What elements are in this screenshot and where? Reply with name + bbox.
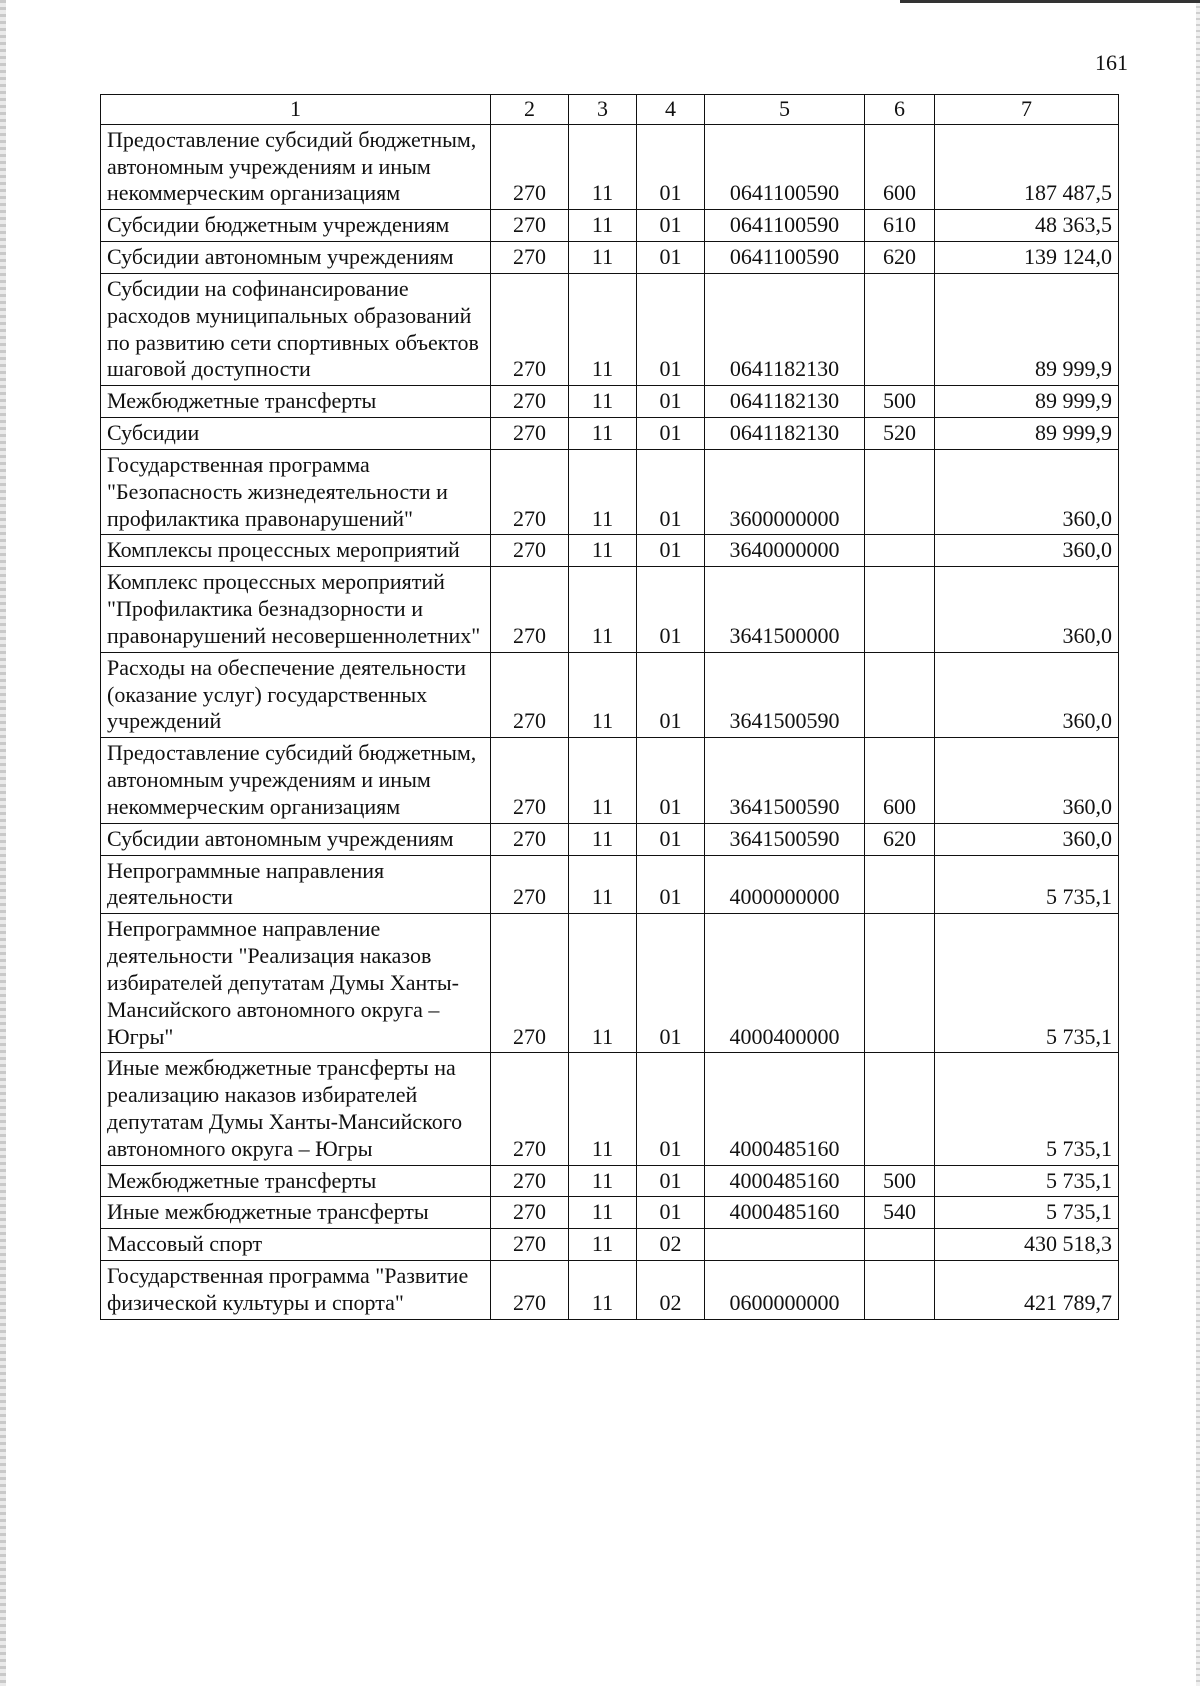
- table-row: [101, 273, 1119, 385]
- cell-expense-type: 500: [865, 1165, 935, 1197]
- row-name: Непрограммное направление деятельности "Реализация наказов избирателей депутатам Думы Ханты-Мансийского автономного округа – Югры": [101, 914, 491, 1053]
- cell-section: 11: [569, 210, 637, 242]
- cell-expense-type: [865, 449, 935, 534]
- table-row: [101, 652, 1119, 737]
- cell-target-article: 4000485160: [705, 1197, 865, 1229]
- row-name: Субсидии: [101, 418, 491, 450]
- cell-expense-type: [865, 652, 935, 737]
- cell-subsection: 01: [637, 652, 705, 737]
- cell-section: 11: [569, 738, 637, 823]
- table-row: [101, 1261, 1119, 1320]
- cell-ministry-code: 270: [491, 1053, 569, 1165]
- cell-target-article: 0641100590: [705, 242, 865, 274]
- cell-amount: 5 735,1: [935, 1053, 1119, 1165]
- cell-target-article: 0641182130: [705, 386, 865, 418]
- cell-target-article: 4000485160: [705, 1053, 865, 1165]
- table-row: [101, 535, 1119, 567]
- cell-section: 11: [569, 1229, 637, 1261]
- cell-subsection: 01: [637, 823, 705, 855]
- cell-ministry-code: 270: [491, 1261, 569, 1320]
- cell-target-article: 4000485160: [705, 1165, 865, 1197]
- budget-table: [100, 94, 1119, 1320]
- table-row: [101, 738, 1119, 823]
- row-name: Субсидии на софинансирование расходов муниципальных образований по развитию сети спортивных объектов шаговой доступности: [101, 273, 491, 385]
- cell-expense-type: [865, 1229, 935, 1261]
- cell-subsection: 01: [637, 386, 705, 418]
- cell-subsection: 01: [637, 273, 705, 385]
- table-row: [101, 823, 1119, 855]
- row-name: Иные межбюджетные трансферты: [101, 1197, 491, 1229]
- row-name: Массовый спорт: [101, 1229, 491, 1261]
- table-row: [101, 386, 1119, 418]
- scan-right-edge: [1196, 0, 1200, 1686]
- cell-section: 11: [569, 567, 637, 652]
- table-row: [101, 449, 1119, 534]
- row-name: Субсидии автономным учреждениям: [101, 242, 491, 274]
- column-header: 2: [491, 95, 569, 125]
- cell-expense-type: 540: [865, 1197, 935, 1229]
- cell-section: 11: [569, 535, 637, 567]
- cell-expense-type: 600: [865, 738, 935, 823]
- cell-expense-type: [865, 567, 935, 652]
- row-name: Предоставление субсидий бюджетным, автономным учреждениям и иным некоммерческим организациям: [101, 738, 491, 823]
- cell-ministry-code: 270: [491, 210, 569, 242]
- cell-ministry-code: 270: [491, 124, 569, 209]
- row-name: Государственная программа "Развитие физической культуры и спорта": [101, 1261, 491, 1320]
- cell-expense-type: [865, 855, 935, 914]
- cell-amount: 5 735,1: [935, 1165, 1119, 1197]
- cell-expense-type: [865, 535, 935, 567]
- cell-subsection: 02: [637, 1261, 705, 1320]
- cell-target-article: 0641182130: [705, 273, 865, 385]
- cell-subsection: 01: [637, 738, 705, 823]
- column-header: 6: [865, 95, 935, 125]
- cell-section: 11: [569, 449, 637, 534]
- cell-amount: 421 789,7: [935, 1261, 1119, 1320]
- cell-expense-type: 500: [865, 386, 935, 418]
- row-name: Субсидии автономным учреждениям: [101, 823, 491, 855]
- cell-expense-type: 620: [865, 823, 935, 855]
- cell-target-article: 0600000000: [705, 1261, 865, 1320]
- cell-ministry-code: 270: [491, 652, 569, 737]
- header-row: [101, 95, 1119, 125]
- cell-amount: 360,0: [935, 567, 1119, 652]
- cell-target-article: 3600000000: [705, 449, 865, 534]
- table-row: [101, 567, 1119, 652]
- row-name: Расходы на обеспечение деятельности (оказание услуг) государственных учреждений: [101, 652, 491, 737]
- row-name: Государственная программа "Безопасность жизнедеятельности и профилактика правонарушений": [101, 449, 491, 534]
- cell-section: 11: [569, 855, 637, 914]
- cell-amount: 360,0: [935, 738, 1119, 823]
- page-number: 161: [1095, 50, 1128, 75]
- row-name: Субсидии бюджетным учреждениям: [101, 210, 491, 242]
- cell-ministry-code: 270: [491, 535, 569, 567]
- column-header: 3: [569, 95, 637, 125]
- cell-ministry-code: 270: [491, 1165, 569, 1197]
- scan-top-edge: [900, 0, 1200, 3]
- cell-ministry-code: 270: [491, 242, 569, 274]
- cell-subsection: 01: [637, 535, 705, 567]
- cell-section: 11: [569, 386, 637, 418]
- row-name: Предоставление субсидий бюджетным, автономным учреждениям и иным некоммерческим организациям: [101, 124, 491, 209]
- cell-amount: 430 518,3: [935, 1229, 1119, 1261]
- cell-ministry-code: 270: [491, 449, 569, 534]
- cell-subsection: 01: [637, 1053, 705, 1165]
- cell-ministry-code: 270: [491, 567, 569, 652]
- cell-section: 11: [569, 242, 637, 274]
- cell-subsection: 01: [637, 418, 705, 450]
- cell-subsection: 01: [637, 1165, 705, 1197]
- cell-subsection: 02: [637, 1229, 705, 1261]
- cell-ministry-code: 270: [491, 1197, 569, 1229]
- table-row: [101, 210, 1119, 242]
- cell-target-article: 0641100590: [705, 210, 865, 242]
- cell-target-article: [705, 1229, 865, 1261]
- cell-amount: 139 124,0: [935, 242, 1119, 274]
- table-row: [101, 1165, 1119, 1197]
- cell-section: 11: [569, 1261, 637, 1320]
- cell-amount: 360,0: [935, 449, 1119, 534]
- cell-ministry-code: 270: [491, 914, 569, 1053]
- column-header: 4: [637, 95, 705, 125]
- cell-target-article: 4000000000: [705, 855, 865, 914]
- cell-amount: 360,0: [935, 535, 1119, 567]
- row-name: Комплекс процессных мероприятий "Профилактика безнадзорности и правонарушений несовершеннолетних": [101, 567, 491, 652]
- cell-ministry-code: 270: [491, 738, 569, 823]
- cell-subsection: 01: [637, 210, 705, 242]
- table-row: [101, 418, 1119, 450]
- column-header: 7: [935, 95, 1119, 125]
- scan-left-edge: [0, 0, 6, 1686]
- table-row: [101, 855, 1119, 914]
- cell-subsection: 01: [637, 124, 705, 209]
- cell-amount: 360,0: [935, 823, 1119, 855]
- cell-ministry-code: 270: [491, 418, 569, 450]
- cell-target-article: 0641100590: [705, 124, 865, 209]
- cell-expense-type: [865, 273, 935, 385]
- table-row: [101, 242, 1119, 274]
- cell-amount: 187 487,5: [935, 124, 1119, 209]
- cell-subsection: 01: [637, 567, 705, 652]
- cell-subsection: 01: [637, 242, 705, 274]
- row-name: Комплексы процессных мероприятий: [101, 535, 491, 567]
- cell-subsection: 01: [637, 1197, 705, 1229]
- cell-ministry-code: 270: [491, 1229, 569, 1261]
- cell-ministry-code: 270: [491, 823, 569, 855]
- cell-ministry-code: 270: [491, 273, 569, 385]
- cell-section: 11: [569, 823, 637, 855]
- cell-target-article: 3641500590: [705, 652, 865, 737]
- cell-expense-type: [865, 914, 935, 1053]
- cell-section: 11: [569, 1165, 637, 1197]
- cell-target-article: 3640000000: [705, 535, 865, 567]
- cell-subsection: 01: [637, 914, 705, 1053]
- cell-ministry-code: 270: [491, 855, 569, 914]
- cell-target-article: 3641500000: [705, 567, 865, 652]
- cell-subsection: 01: [637, 449, 705, 534]
- cell-amount: 5 735,1: [935, 1197, 1119, 1229]
- cell-amount: 360,0: [935, 652, 1119, 737]
- cell-section: 11: [569, 124, 637, 209]
- cell-section: 11: [569, 652, 637, 737]
- cell-section: 11: [569, 418, 637, 450]
- cell-amount: 48 363,5: [935, 210, 1119, 242]
- cell-amount: 5 735,1: [935, 855, 1119, 914]
- table-row: [101, 1053, 1119, 1165]
- cell-section: 11: [569, 1053, 637, 1165]
- cell-target-article: 3641500590: [705, 823, 865, 855]
- row-name: Иные межбюджетные трансферты на реализацию наказов избирателей депутатам Думы Ханты-Мансийского автономного округа – Югры: [101, 1053, 491, 1165]
- cell-section: 11: [569, 273, 637, 385]
- cell-expense-type: 600: [865, 124, 935, 209]
- cell-expense-type: 620: [865, 242, 935, 274]
- cell-expense-type: [865, 1261, 935, 1320]
- cell-target-article: 0641182130: [705, 418, 865, 450]
- column-header: 1: [101, 95, 491, 125]
- cell-expense-type: 610: [865, 210, 935, 242]
- table-row: [101, 914, 1119, 1053]
- table-row: [101, 1229, 1119, 1261]
- cell-expense-type: 520: [865, 418, 935, 450]
- cell-target-article: 4000400000: [705, 914, 865, 1053]
- row-name: Межбюджетные трансферты: [101, 1165, 491, 1197]
- cell-expense-type: [865, 1053, 935, 1165]
- cell-section: 11: [569, 1197, 637, 1229]
- cell-section: 11: [569, 914, 637, 1053]
- table-row: [101, 124, 1119, 209]
- cell-target-article: 3641500590: [705, 738, 865, 823]
- row-name: Непрограммные направления деятельности: [101, 855, 491, 914]
- cell-amount: 89 999,9: [935, 386, 1119, 418]
- table-row: [101, 1197, 1119, 1229]
- cell-amount: 89 999,9: [935, 273, 1119, 385]
- cell-amount: 89 999,9: [935, 418, 1119, 450]
- cell-subsection: 01: [637, 855, 705, 914]
- row-name: Межбюджетные трансферты: [101, 386, 491, 418]
- cell-amount: 5 735,1: [935, 914, 1119, 1053]
- column-header: 5: [705, 95, 865, 125]
- cell-ministry-code: 270: [491, 386, 569, 418]
